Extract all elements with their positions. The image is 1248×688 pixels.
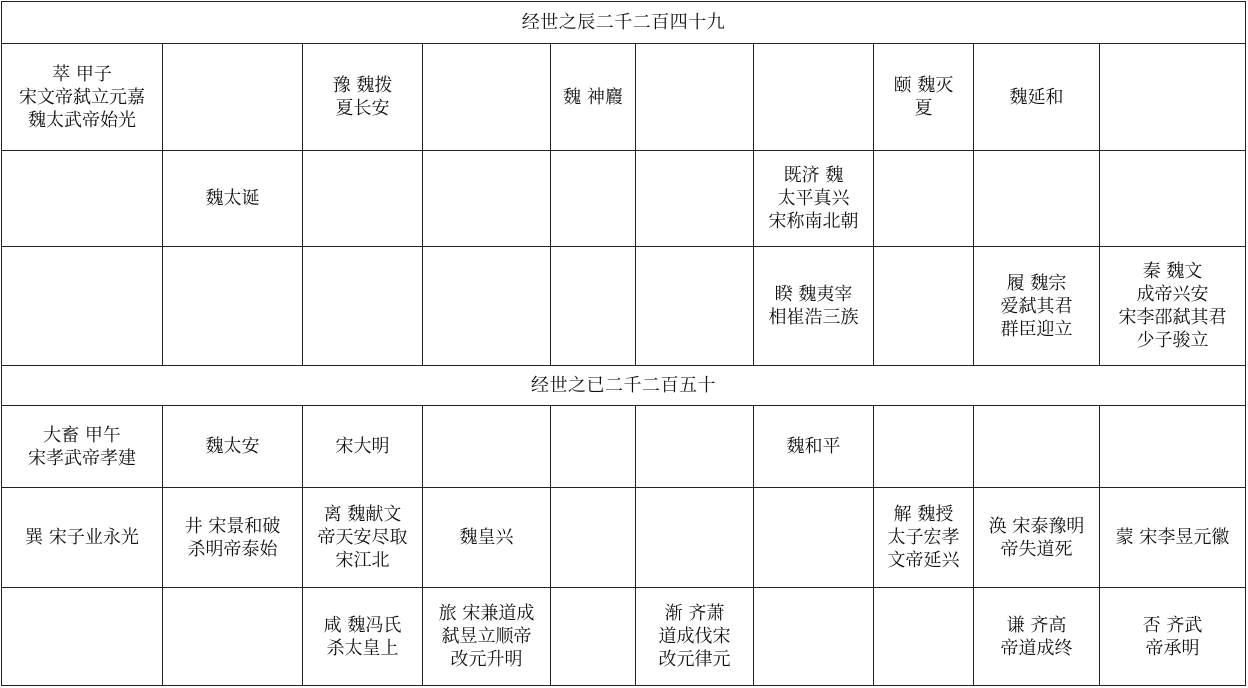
- empty-cell: [163, 44, 303, 151]
- table-row: [2, 588, 1246, 686]
- cell-text-line: 帝道成终: [1000, 637, 1073, 659]
- empty-cell: [423, 44, 551, 151]
- empty-cell: [974, 151, 1100, 247]
- table-cell: [303, 488, 423, 588]
- cell-text-line: 帝天安尽取: [317, 527, 408, 548]
- table-cell: [754, 247, 874, 366]
- empty-cell: [551, 406, 636, 488]
- cell-text-line: 萃 甲子: [52, 63, 112, 85]
- cell-text-line: 帝失道死: [1000, 538, 1073, 560]
- empty-cell: [2, 247, 163, 366]
- table-row: [2, 488, 1246, 588]
- empty-cell: [303, 247, 423, 366]
- cell-text-line: 文帝延兴: [887, 550, 960, 571]
- empty-cell: [423, 406, 551, 488]
- empty-cell: [1100, 151, 1246, 247]
- table-cell: [754, 151, 874, 247]
- cell-text-line: 魏太安: [205, 436, 260, 457]
- empty-cell: [974, 406, 1100, 488]
- table-cell: [163, 488, 303, 588]
- cell-text-line: 大畜 甲午: [43, 424, 121, 446]
- cell-text-line: 夏: [914, 98, 933, 119]
- cell-text-line: 道成伐宋: [658, 626, 731, 647]
- cell-text-line: 弑昱立顺帝: [441, 626, 532, 647]
- cell-text-line: 解 魏授: [893, 504, 954, 525]
- empty-cell: [163, 588, 303, 686]
- cell-text-line: 太平真兴: [777, 188, 850, 209]
- table-cell: [1100, 588, 1246, 686]
- empty-cell: [423, 151, 551, 247]
- cell-text-line: 旅 宋兼道成: [438, 603, 535, 624]
- cell-text-line: 宋称南北朝: [768, 211, 859, 232]
- cell-text-line: 宋江北: [335, 550, 390, 571]
- section-heading-row: [2, 2, 1246, 44]
- table-cell: [636, 588, 754, 686]
- cell-text-line: 咸 魏冯氏: [323, 614, 402, 636]
- table-cell: [423, 588, 551, 686]
- empty-cell: [874, 588, 974, 686]
- table-cell: [974, 488, 1100, 588]
- table-cell: [163, 406, 303, 488]
- empty-cell: [2, 588, 163, 686]
- cell-text-line: 改元升明: [450, 649, 523, 670]
- table-cell: [974, 247, 1100, 366]
- empty-cell: [636, 247, 754, 366]
- cell-text-line: 豫 魏拨: [332, 75, 393, 96]
- cell-text-line: 蒙 宋李昱元徽: [1115, 527, 1230, 548]
- cell-text-line: 否 齐武: [1142, 614, 1203, 636]
- table-cell: [874, 44, 974, 151]
- cell-text-line: 夏长安: [335, 98, 390, 119]
- cell-text-line: 成帝兴安: [1136, 284, 1209, 305]
- cell-text-line: 井 宋景和破: [184, 515, 281, 537]
- cell-text-line: 宋孝武帝孝建: [28, 447, 136, 469]
- empty-cell: [2, 151, 163, 247]
- cell-text-line: 魏和平: [786, 436, 841, 457]
- table-row: [2, 406, 1246, 488]
- cell-text-line: 魏皇兴: [459, 527, 514, 548]
- empty-cell: [636, 44, 754, 151]
- table-cell: [874, 488, 974, 588]
- table-cell: [163, 151, 303, 247]
- table-cell: [1100, 488, 1246, 588]
- cell-text-line: 杀太皇上: [326, 637, 399, 659]
- empty-cell: [874, 406, 974, 488]
- cell-text-line: 宋大明: [335, 436, 390, 457]
- cell-text-line: 睽 魏夷宰: [774, 284, 853, 305]
- empty-cell: [551, 247, 636, 366]
- cell-text-line: 宋李邵弑其君: [1118, 307, 1227, 328]
- table-cell: [1100, 247, 1246, 366]
- cell-text-line: 群臣迎立: [1000, 318, 1073, 340]
- empty-cell: [1100, 406, 1246, 488]
- cell-text-line: 爱弑其君: [1000, 295, 1073, 317]
- section-heading: 经世之已二千二百五十: [2, 366, 1246, 406]
- cell-text-line: 秦 魏文: [1142, 261, 1203, 282]
- cell-text-line: 相崔浩三族: [768, 307, 859, 328]
- empty-cell: [163, 247, 303, 366]
- table-cell: [303, 588, 423, 686]
- table-row: [2, 44, 1246, 151]
- empty-cell: [551, 488, 636, 588]
- cell-text-line: 魏 神麚: [563, 86, 623, 108]
- table-cell: [2, 406, 163, 488]
- cell-text-line: 改元律元: [658, 649, 731, 670]
- section-heading-row: [2, 366, 1246, 406]
- cell-text-line: 颐 魏灭: [893, 75, 954, 96]
- cell-text-line: 宋文帝弑立元嘉: [19, 86, 145, 108]
- cell-text-line: 渐 齐萧: [664, 603, 725, 624]
- table-cell: [551, 44, 636, 151]
- table-row: [2, 151, 1246, 247]
- empty-cell: [551, 588, 636, 686]
- table-cell: [974, 44, 1100, 151]
- chronology-table: [1, 1, 1246, 686]
- table-cell: [423, 488, 551, 588]
- table-cell: [974, 588, 1100, 686]
- table-cell: [2, 44, 163, 151]
- empty-cell: [874, 247, 974, 366]
- empty-cell: [551, 151, 636, 247]
- cell-text-line: 离 魏献文: [323, 504, 402, 525]
- empty-cell: [636, 488, 754, 588]
- cell-text-line: 既济 魏: [783, 165, 844, 186]
- table-cell: [2, 488, 163, 588]
- table-row: [2, 247, 1246, 366]
- empty-cell: [636, 151, 754, 247]
- empty-cell: [303, 151, 423, 247]
- cell-text-line: 杀明帝泰始: [187, 538, 278, 560]
- cell-text-line: 帝承明: [1145, 637, 1200, 659]
- empty-cell: [874, 151, 974, 247]
- empty-cell: [754, 488, 874, 588]
- cell-text-line: 魏太诞: [205, 188, 260, 209]
- cell-text-line: 巽 宋子业永光: [25, 527, 139, 548]
- section-heading: 经世之辰二千二百四十九: [2, 2, 1246, 44]
- cell-text-line: 少子骏立: [1136, 330, 1209, 351]
- cell-text-line: 魏太武帝始光: [28, 109, 136, 131]
- table-cell: [754, 406, 874, 488]
- empty-cell: [423, 247, 551, 366]
- cell-text-line: 谦 齐高: [1006, 614, 1067, 636]
- cell-text-line: 魏延和: [1009, 86, 1064, 108]
- cell-text-line: 涣 宋泰豫明: [988, 515, 1085, 537]
- empty-cell: [636, 406, 754, 488]
- cell-text-line: 太子宏孝: [887, 527, 960, 548]
- empty-cell: [754, 44, 874, 151]
- table-cell: [303, 406, 423, 488]
- empty-cell: [1100, 44, 1246, 151]
- table-cell: [303, 44, 423, 151]
- cell-text-line: 履 魏宗: [1006, 272, 1067, 294]
- empty-cell: [754, 588, 874, 686]
